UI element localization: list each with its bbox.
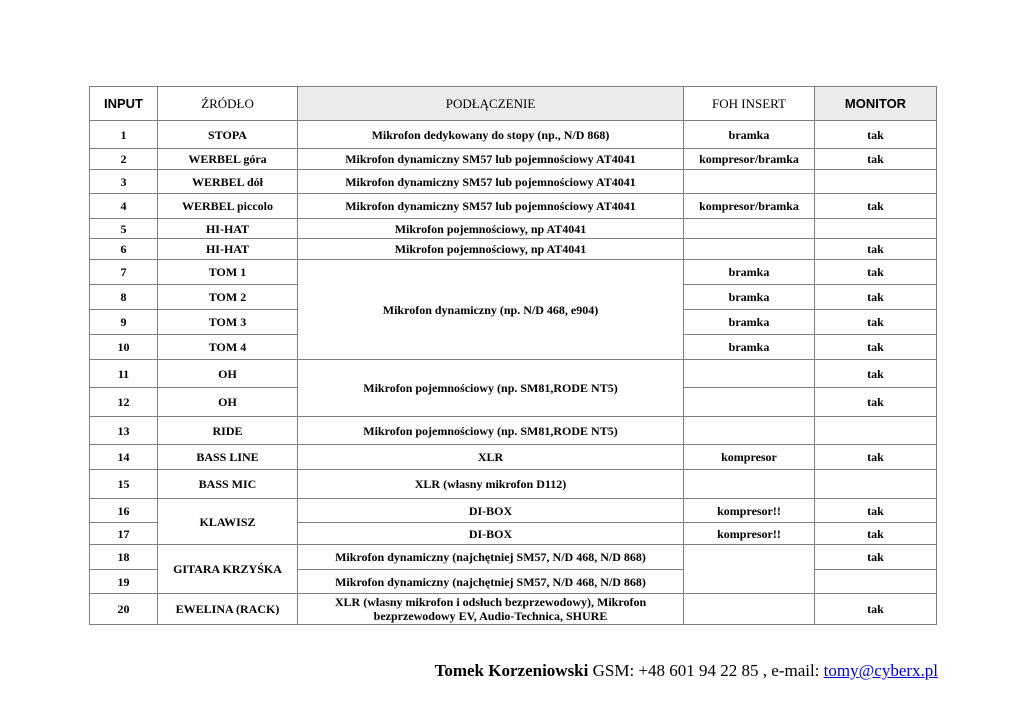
cell-connection: Mikrofon pojemnościowy, np AT4041	[298, 219, 684, 239]
cell-connection: Mikrofon pojemnościowy (np. SM81,RODE NT5)	[298, 360, 684, 417]
cell-connection: XLR (własny mikrofon D112)	[298, 470, 684, 499]
cell-foh: bramka	[684, 310, 815, 335]
cell-foh: bramka	[684, 335, 815, 360]
table-row	[90, 545, 937, 570]
cell-monitor	[815, 219, 937, 239]
cell-input: 5	[90, 219, 158, 239]
cell-connection: Mikrofon dynamiczny SM57 lub pojemnościowy AT4041	[298, 149, 684, 170]
table-row	[90, 260, 937, 285]
cell-input: 16	[90, 499, 158, 523]
cell-source: BASS MIC	[158, 470, 298, 499]
table-row	[90, 470, 937, 499]
table-row	[90, 417, 937, 445]
cell-foh	[684, 417, 815, 445]
table-row	[90, 170, 937, 194]
cell-input: 19	[90, 570, 158, 594]
cell-foh: bramka	[684, 260, 815, 285]
cell-foh	[684, 470, 815, 499]
cell-input: 3	[90, 170, 158, 194]
cell-input: 4	[90, 194, 158, 219]
cell-monitor	[815, 570, 937, 594]
cell-source: TOM 1	[158, 260, 298, 285]
cell-monitor	[815, 170, 937, 194]
cell-foh: kompresor/bramka	[684, 194, 815, 219]
cell-foh: kompresor	[684, 445, 815, 470]
table-row	[90, 149, 937, 170]
cell-input: 1	[90, 121, 158, 149]
cell-monitor: tak	[815, 523, 937, 545]
table-row	[90, 445, 937, 470]
cell-monitor: tak	[815, 445, 937, 470]
cell-monitor: tak	[815, 285, 937, 310]
cell-connection: Mikrofon pojemnościowy (np. SM81,RODE NT5)	[298, 417, 684, 445]
contact-phone-text: GSM: +48 601 94 22 85 , e-mail:	[588, 661, 824, 680]
cell-foh	[684, 545, 815, 594]
cell-source: TOM 4	[158, 335, 298, 360]
cell-foh	[684, 239, 815, 260]
cell-connection: Mikrofon dynamiczny SM57 lub pojemnościowy AT4041	[298, 170, 684, 194]
cell-monitor: tak	[815, 194, 937, 219]
cell-source: EWELINA (RACK)	[158, 594, 298, 625]
cell-foh: kompresor!!	[684, 499, 815, 523]
cell-monitor: tak	[815, 121, 937, 149]
cell-source: WERBEL piccolo	[158, 194, 298, 219]
cell-source: OH	[158, 388, 298, 417]
table-row	[90, 194, 937, 219]
table-row	[90, 121, 937, 149]
cell-connection: XLR (własny mikrofon i odsłuch bezprzewodowy), Mikrofon bezprzewodowy EV, Audio-Technica, SHURE	[298, 594, 684, 625]
header-input: INPUT	[90, 87, 158, 121]
cell-source: GITARA KRZYŚKA	[158, 545, 298, 594]
cell-source: HI-HAT	[158, 239, 298, 260]
cell-input: 18	[90, 545, 158, 570]
cell-foh	[684, 388, 815, 417]
cell-monitor	[815, 470, 937, 499]
cell-input: 7	[90, 260, 158, 285]
cell-foh: bramka	[684, 121, 815, 149]
cell-connection: Mikrofon dynamiczny (najchętniej SM57, N/D 468, N/D 868)	[298, 545, 684, 570]
cell-connection: Mikrofon dedykowany do stopy (np., N/D 868)	[298, 121, 684, 149]
cell-input: 2	[90, 149, 158, 170]
table-row	[90, 219, 937, 239]
cell-foh	[684, 219, 815, 239]
cell-monitor: tak	[815, 360, 937, 388]
header-monitor: MONITOR	[815, 87, 937, 121]
cell-monitor: tak	[815, 499, 937, 523]
cell-foh: bramka	[684, 285, 815, 310]
cell-monitor: tak	[815, 149, 937, 170]
contact-name: Tomek Korzeniowski	[434, 661, 589, 680]
cell-monitor: tak	[815, 260, 937, 285]
cell-input: 11	[90, 360, 158, 388]
contact-footer	[435, 661, 938, 681]
cell-input: 20	[90, 594, 158, 625]
cell-foh	[684, 360, 815, 388]
header-foh-insert: FOH INSERT	[684, 87, 815, 121]
cell-connection: Mikrofon dynamiczny SM57 lub pojemnościowy AT4041	[298, 194, 684, 219]
cell-source: HI-HAT	[158, 219, 298, 239]
table-row	[90, 239, 937, 260]
cell-monitor: tak	[815, 239, 937, 260]
cell-source: WERBEL dół	[158, 170, 298, 194]
header-source: ŹRÓDŁO	[158, 87, 298, 121]
channel-list-table	[89, 86, 937, 625]
cell-source: TOM 2	[158, 285, 298, 310]
header-row	[90, 87, 937, 121]
cell-monitor	[815, 417, 937, 445]
cell-input: 14	[90, 445, 158, 470]
cell-monitor: tak	[815, 335, 937, 360]
cell-source: STOPA	[158, 121, 298, 149]
cell-connection: XLR	[298, 445, 684, 470]
email-link[interactable]: tomy@cyberx.pl	[823, 661, 938, 680]
cell-connection: Mikrofon dynamiczny (najchętniej SM57, N/D 468, N/D 868)	[298, 570, 684, 594]
cell-connection: Mikrofon pojemnościowy, np AT4041	[298, 239, 684, 260]
table-row	[90, 594, 937, 625]
cell-monitor: tak	[815, 594, 937, 625]
cell-input: 6	[90, 239, 158, 260]
header-connection: PODŁĄCZENIE	[298, 87, 684, 121]
cell-foh	[684, 594, 815, 625]
table-row	[90, 360, 937, 388]
cell-source: TOM 3	[158, 310, 298, 335]
cell-connection: DI-BOX	[298, 499, 684, 523]
cell-monitor: tak	[815, 545, 937, 570]
cell-foh: kompresor!!	[684, 523, 815, 545]
cell-input: 9	[90, 310, 158, 335]
cell-monitor: tak	[815, 388, 937, 417]
cell-source: RIDE	[158, 417, 298, 445]
cell-connection: Mikrofon dynamiczny (np. N/D 468, e904)	[298, 260, 684, 360]
cell-input: 13	[90, 417, 158, 445]
cell-connection: DI-BOX	[298, 523, 684, 545]
cell-input: 8	[90, 285, 158, 310]
cell-source: KLAWISZ	[158, 499, 298, 545]
cell-source: BASS LINE	[158, 445, 298, 470]
cell-monitor: tak	[815, 310, 937, 335]
table-row	[90, 499, 937, 523]
cell-input: 17	[90, 523, 158, 545]
cell-input: 15	[90, 470, 158, 499]
cell-foh: kompresor/bramka	[684, 149, 815, 170]
cell-input: 10	[90, 335, 158, 360]
cell-source: OH	[158, 360, 298, 388]
cell-foh	[684, 170, 815, 194]
cell-source: WERBEL góra	[158, 149, 298, 170]
cell-input: 12	[90, 388, 158, 417]
